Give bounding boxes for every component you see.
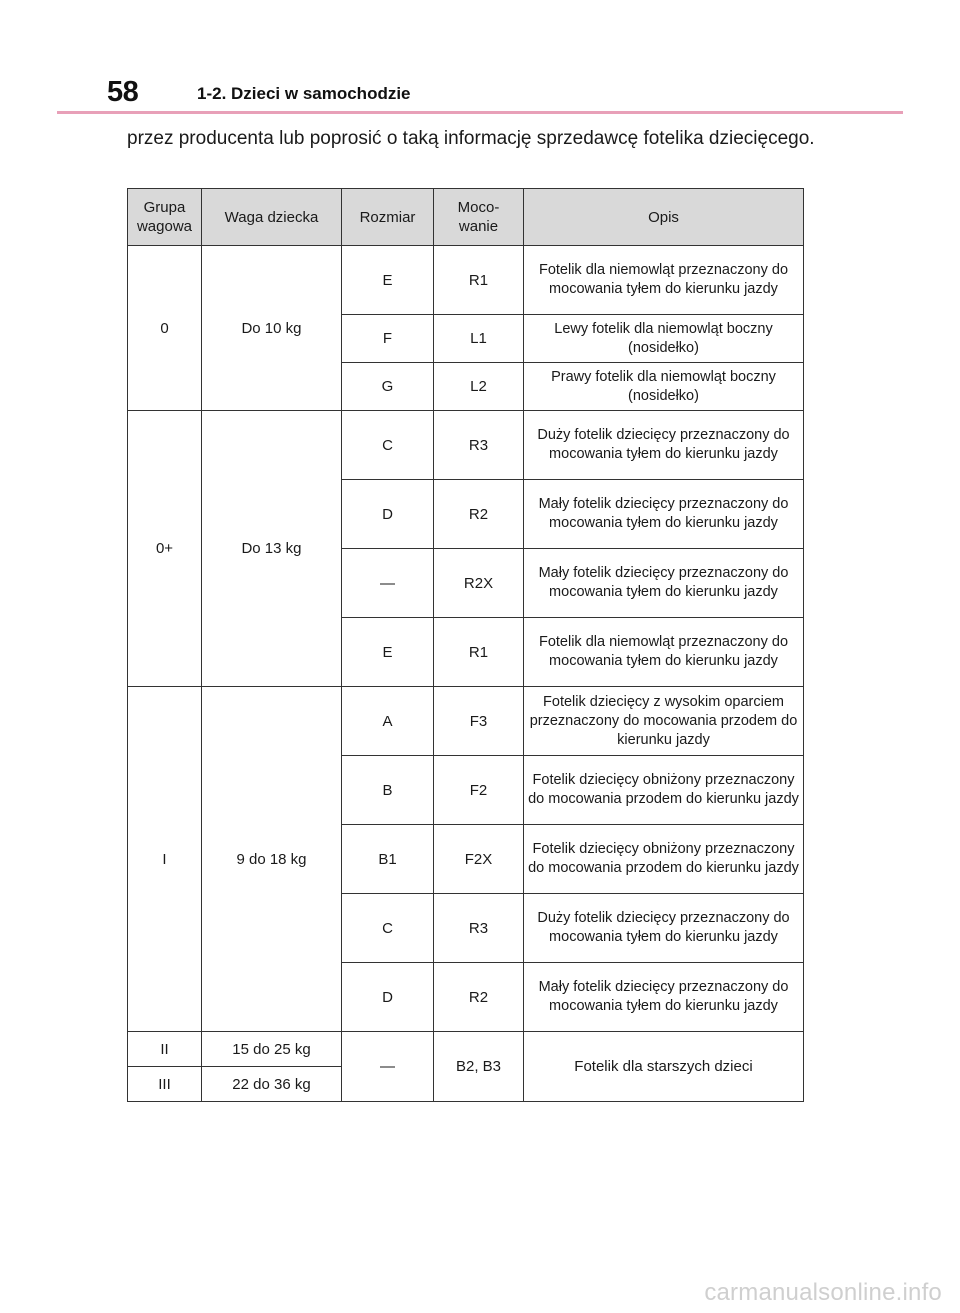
- weight-cell: Do 13 kg: [202, 411, 342, 687]
- fixture-cell: L1: [434, 315, 524, 363]
- size-cell: —: [342, 549, 434, 618]
- description-cell: Prawy fotelik dla niemowląt boczny (nosidełko): [524, 363, 804, 411]
- weight-cell: 15 do 25 kg: [202, 1032, 342, 1067]
- section-title: 1-2. Dzieci w samochodzie: [197, 84, 411, 103]
- table-row: [128, 411, 804, 480]
- header-divider: [57, 111, 903, 114]
- description-cell: Fotelik dziecięcy obniżony przeznaczony do mocowania przodem do kierunku jazdy: [524, 756, 804, 825]
- page-number: 58: [107, 76, 139, 108]
- fixture-cell: R1: [434, 246, 524, 315]
- group-cell: 0: [128, 246, 202, 411]
- header-description: Opis: [524, 189, 804, 246]
- header-size: Rozmiar: [342, 189, 434, 246]
- size-cell: B1: [342, 825, 434, 894]
- fixture-cell: R3: [434, 411, 524, 480]
- size-cell: A: [342, 687, 434, 756]
- description-cell: Fotelik dla niemowląt przeznaczony do mocowania tyłem do kierunku jazdy: [524, 618, 804, 687]
- group-cell: III: [128, 1067, 202, 1102]
- description-cell: Fotelik dla niemowląt przeznaczony do mocowania tyłem do kierunku jazdy: [524, 246, 804, 315]
- size-cell: —: [342, 1032, 434, 1102]
- weight-cell: 9 do 18 kg: [202, 687, 342, 1032]
- intro-paragraph: przez producenta lub poprosić o taką informację sprzedawcę fotelika dziecięcego.: [127, 128, 815, 149]
- table-row: [128, 246, 804, 315]
- description-cell: Lewy fotelik dla niemowląt boczny (nosidełko): [524, 315, 804, 363]
- weight-cell: 22 do 36 kg: [202, 1067, 342, 1102]
- watermark: carmanualsonline.info: [704, 1279, 942, 1306]
- fixture-cell: L2: [434, 363, 524, 411]
- header-group: Grupa wagowa: [128, 189, 202, 246]
- fixture-cell: R1: [434, 618, 524, 687]
- description-cell: Mały fotelik dziecięcy przeznaczony do mocowania tyłem do kierunku jazdy: [524, 963, 804, 1032]
- description-cell: Mały fotelik dziecięcy przeznaczony do mocowania tyłem do kierunku jazdy: [524, 549, 804, 618]
- fixture-cell: R2: [434, 480, 524, 549]
- header-weight: Waga dziecka: [202, 189, 342, 246]
- size-cell: G: [342, 363, 434, 411]
- size-cell: B: [342, 756, 434, 825]
- fixture-cell: B2, B3: [434, 1032, 524, 1102]
- description-cell: Duży fotelik dziecięcy przeznaczony do mocowania tyłem do kierunku jazdy: [524, 411, 804, 480]
- table-header-row: [128, 189, 804, 246]
- size-cell: D: [342, 963, 434, 1032]
- size-cell: E: [342, 246, 434, 315]
- group-cell: II: [128, 1032, 202, 1067]
- fixture-cell: F2: [434, 756, 524, 825]
- size-cell: F: [342, 315, 434, 363]
- group-cell: 0+: [128, 411, 202, 687]
- description-cell: Duży fotelik dziecięcy przeznaczony do mocowania tyłem do kierunku jazdy: [524, 894, 804, 963]
- group-cell: I: [128, 687, 202, 1032]
- description-cell: Fotelik dziecięcy obniżony przeznaczony do mocowania przodem do kierunku jazdy: [524, 825, 804, 894]
- table-row: [128, 687, 804, 756]
- weight-cell: Do 10 kg: [202, 246, 342, 411]
- description-cell: Mały fotelik dziecięcy przeznaczony do mocowania tyłem do kierunku jazdy: [524, 480, 804, 549]
- size-cell: E: [342, 618, 434, 687]
- fixture-cell: R2X: [434, 549, 524, 618]
- fixture-cell: F2X: [434, 825, 524, 894]
- size-cell: C: [342, 894, 434, 963]
- description-cell: Fotelik dziecięcy z wysokim oparciem przeznaczony do mocowania przodem do kierunku jazdy: [524, 687, 804, 756]
- fixture-cell: F3: [434, 687, 524, 756]
- child-seat-table: [127, 188, 804, 1102]
- description-cell: Fotelik dla starszych dzieci: [524, 1032, 804, 1102]
- header-fixture: Moco- wanie: [434, 189, 524, 246]
- size-cell: D: [342, 480, 434, 549]
- size-cell: C: [342, 411, 434, 480]
- fixture-cell: R2: [434, 963, 524, 1032]
- table-row: [128, 1032, 804, 1067]
- fixture-cell: R3: [434, 894, 524, 963]
